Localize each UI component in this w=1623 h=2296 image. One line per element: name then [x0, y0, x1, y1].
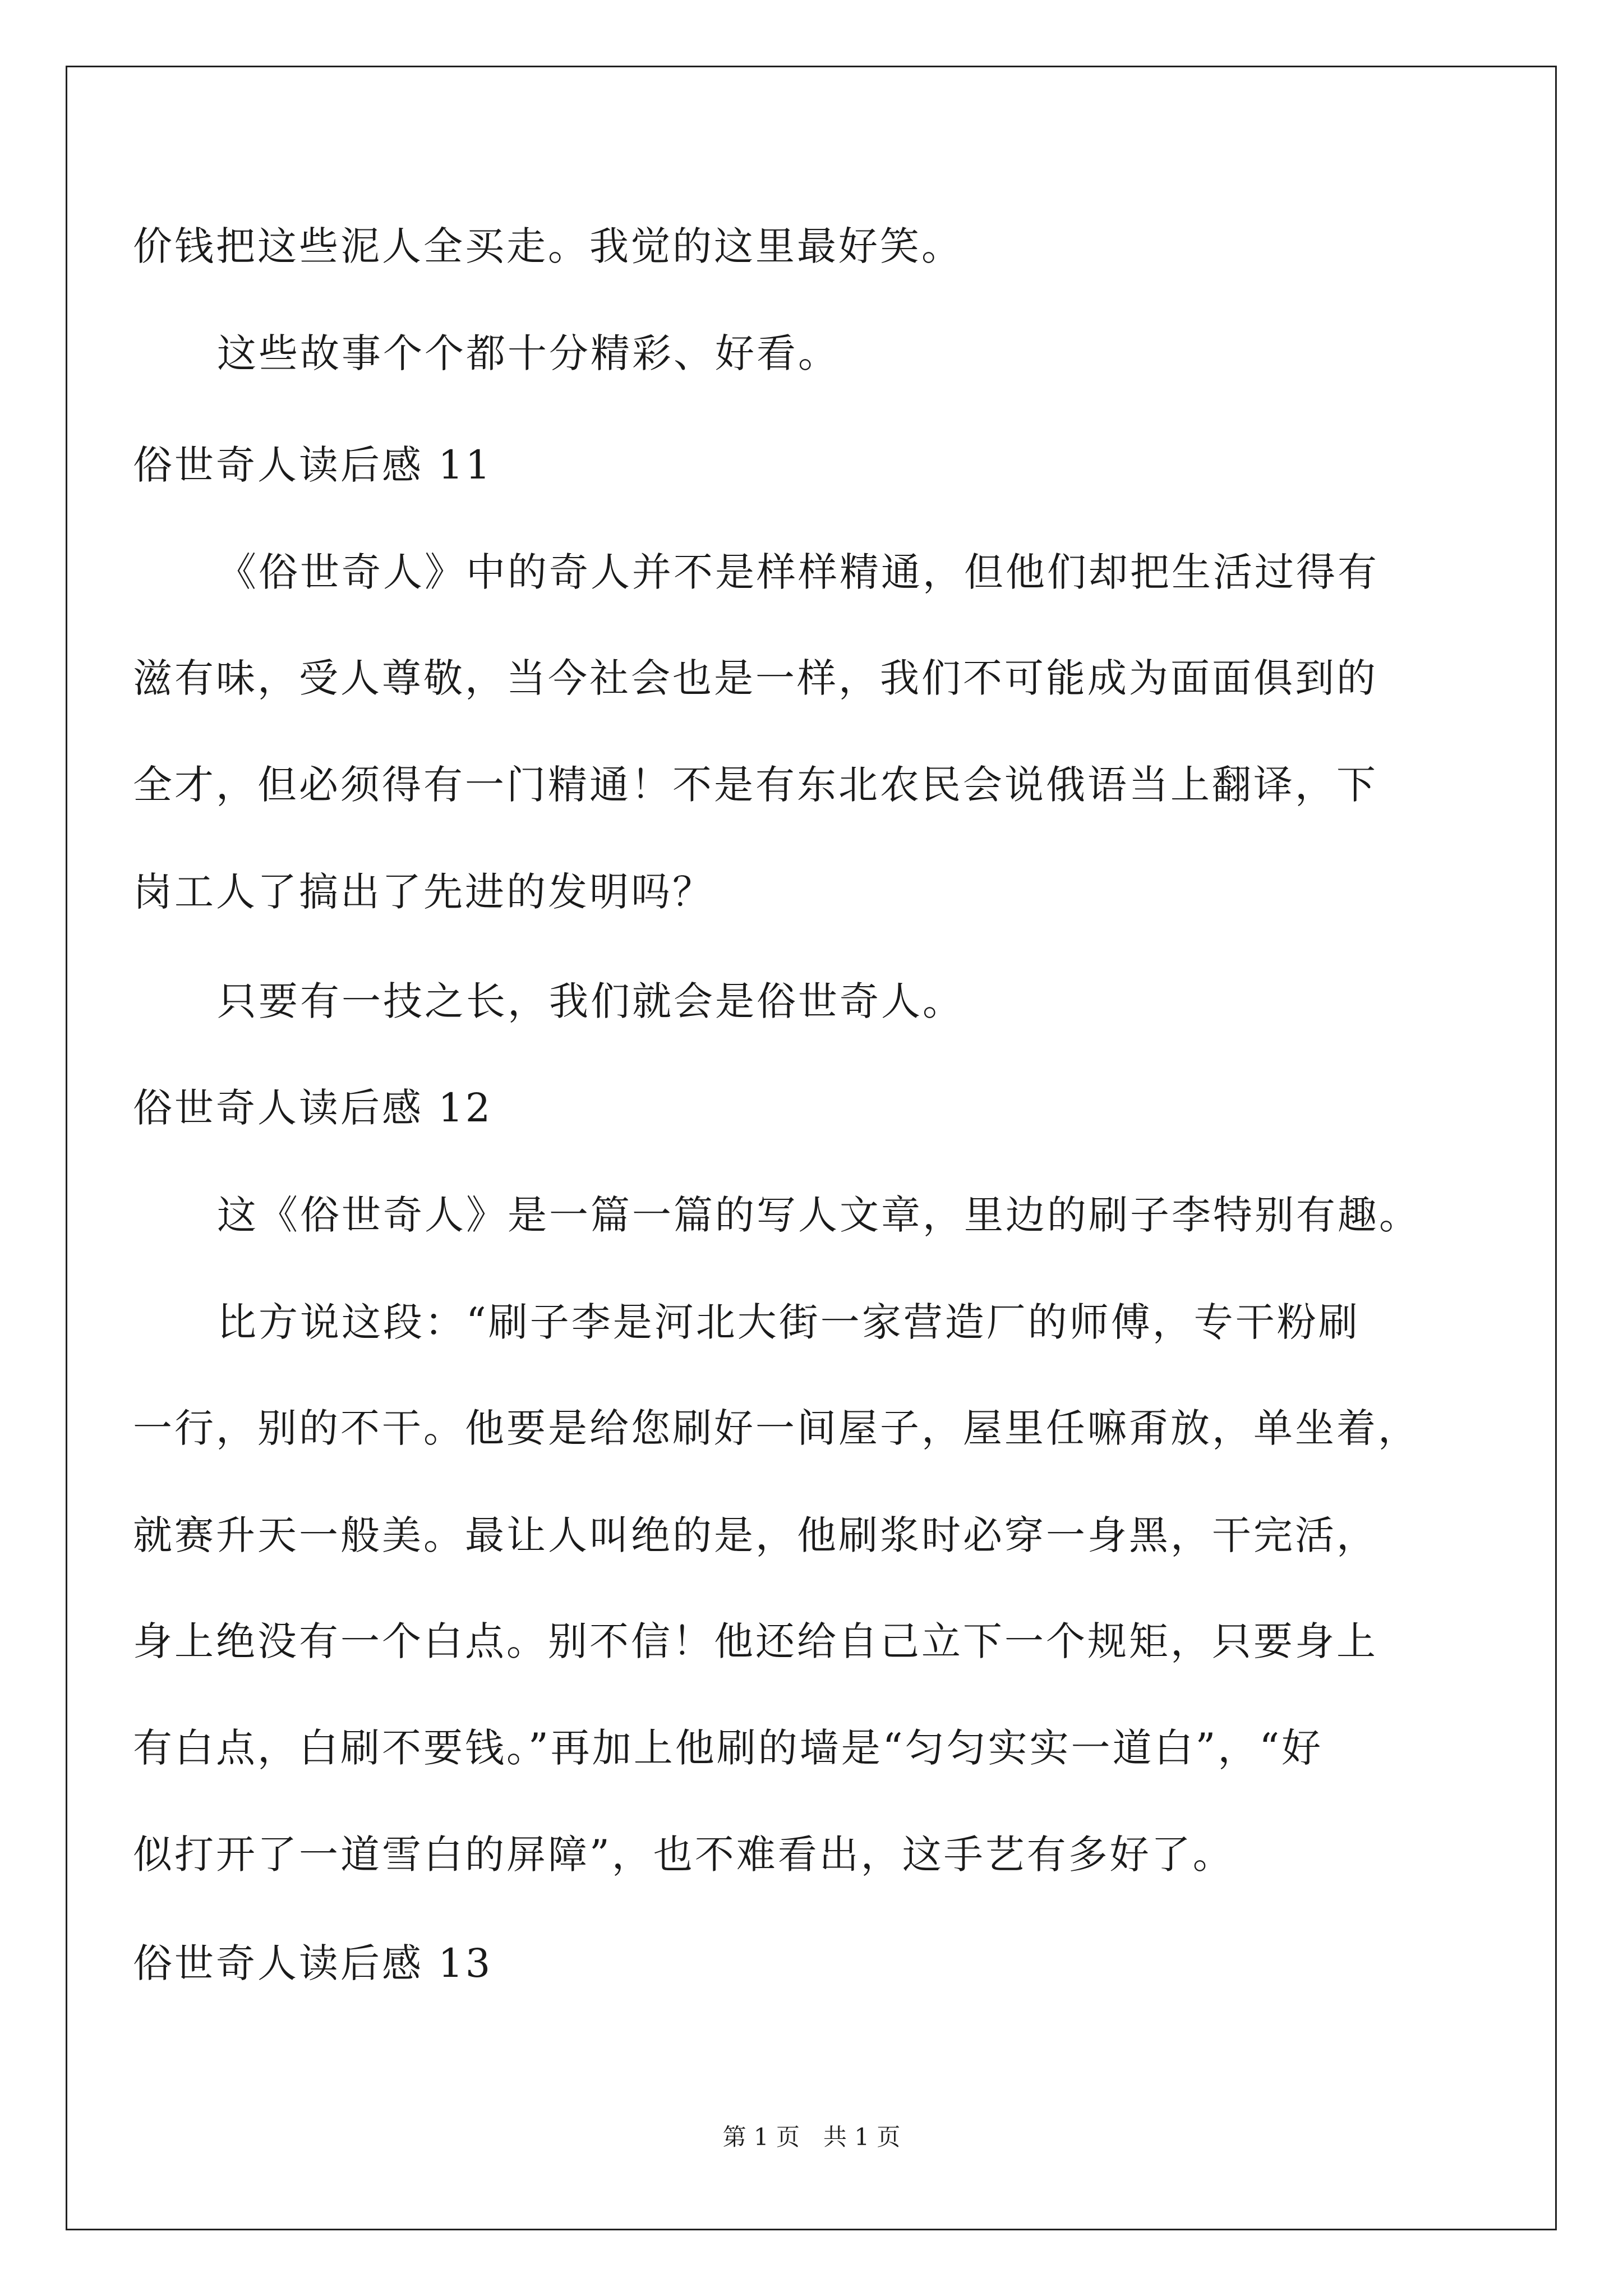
text-line: 价钱把这些泥人全买走。我觉的这里最好笑。: [133, 223, 963, 269]
section-heading: 俗世奇人读后感 13: [133, 1940, 493, 1986]
text-line: 《俗世奇人》中的奇人并不是样样精通，但他们却把生活过得有: [217, 549, 1379, 595]
text-line: 只要有一技之长，我们就会是俗世奇人。: [217, 978, 964, 1024]
page-border: [66, 66, 1557, 2230]
text-line: 就赛升天一般美。最让人叫绝的是，他刷浆时必穿一身黑，干完活，: [133, 1512, 1378, 1558]
text-line: 这《俗世奇人》是一篇一篇的写人文章，里边的刷子李特别有趣。: [217, 1192, 1421, 1238]
text-line: 滋有味，受人尊敬，当今社会也是一样，我们不可能成为面面俱到的: [133, 655, 1378, 701]
page-number-footer: 第 1 页 共 1 页: [722, 2123, 901, 2151]
text-line: 比方说这段：“刷子李是河北大街一家营造厂的师傅，专干粉刷: [217, 1299, 1360, 1345]
text-line: 全才，但必须得有一门精通！不是有东北农民会说俄语当上翻译，下: [133, 762, 1378, 808]
text-line: 身上绝没有一个白点。别不信！他还给自己立下一个规矩，只要身上: [133, 1618, 1378, 1664]
section-heading: 俗世奇人读后感 12: [133, 1085, 493, 1131]
text-line: 这些故事个个都十分精彩、好看。: [217, 330, 840, 376]
text-line: 有白点，白刷不要钱。”再加上他刷的墙是“匀匀实实一道白”，“好: [133, 1725, 1324, 1771]
text-line: 岗工人了搞出了先进的发明吗？: [133, 869, 714, 915]
text-line: 似打开了一道雪白的屏障”，也不难看出，这手艺有多好了。: [133, 1832, 1234, 1878]
section-heading: 俗世奇人读后感 11: [133, 442, 493, 488]
text-line: 一行，别的不干。他要是给您刷好一间屋子，屋里任嘛甭放，单坐着，: [133, 1405, 1419, 1451]
